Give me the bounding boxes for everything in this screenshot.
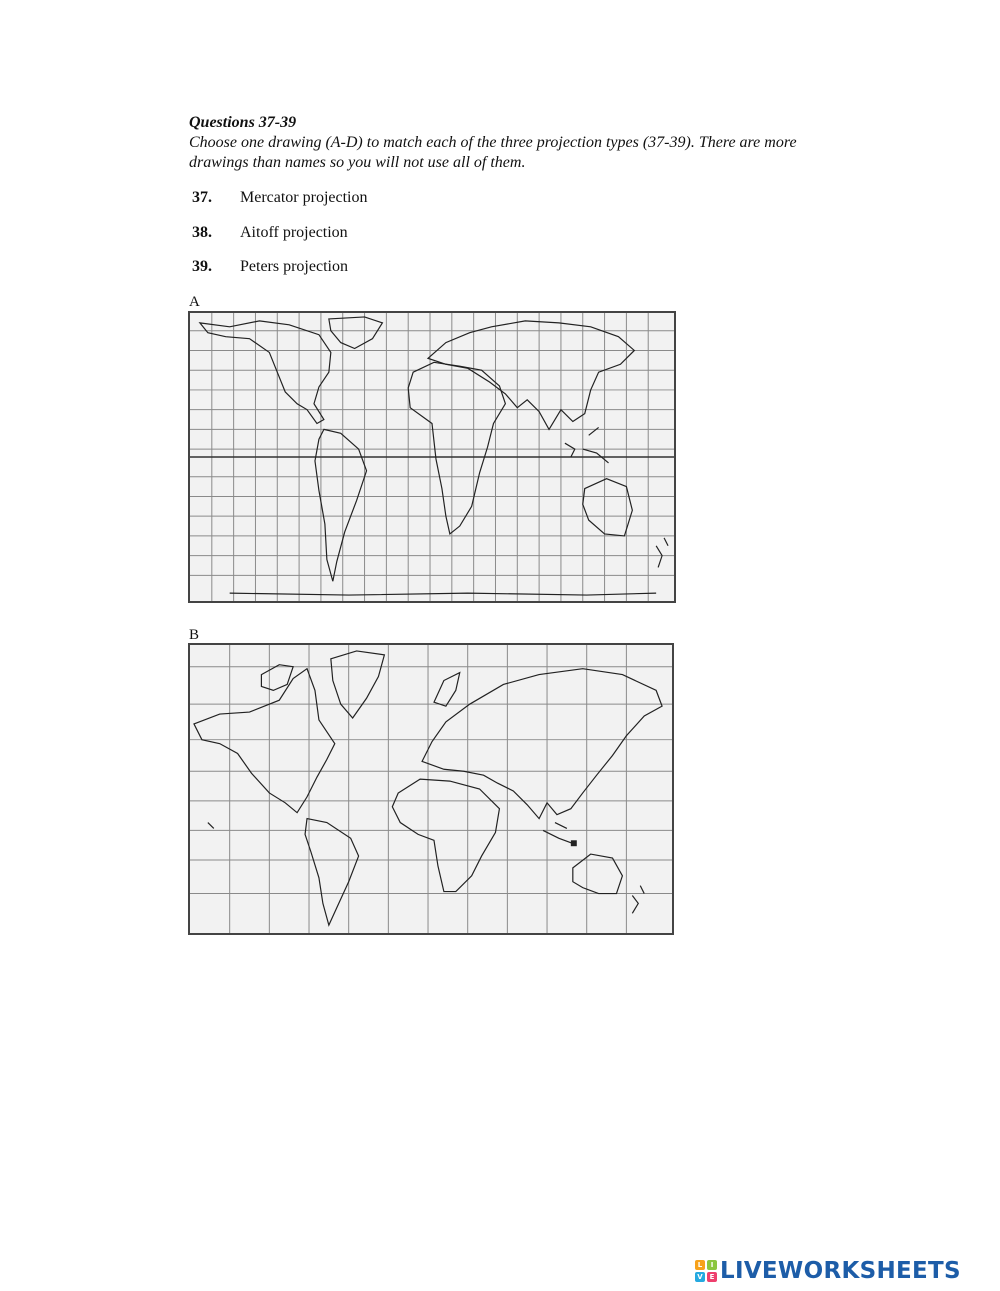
question-text: Peters projection [240,258,348,275]
instructions-text: Choose one drawing (A-D) to match each of the three projection types (37-39). There are more drawings than names so you will not use all of them. [189,134,797,171]
drawing-label-a: A [189,294,200,310]
question-number: 39. [192,258,212,275]
logo-letter-i: I [707,1260,717,1270]
drawing-label-b: B [189,627,200,643]
liveworksheets-logo-icon [695,1260,717,1282]
map-b-illustration [190,645,672,933]
question-number: 37. [192,189,212,206]
question-37 [192,188,368,208]
drawing-a-map [188,311,676,603]
question-number: 38. [192,224,212,241]
question-text: Aitoff projection [240,224,348,241]
brand-name: LIVEWORKSHEETS [720,1258,961,1284]
questions-heading: Questions 37-39 [189,114,297,131]
logo-letter-l: L [695,1260,705,1270]
logo-letter-e: E [707,1272,717,1282]
drawing-b-map [188,643,674,935]
map-a-illustration [190,313,674,601]
question-text: Mercator projection [240,189,368,206]
question-38 [192,223,348,243]
question-39 [192,257,348,277]
liveworksheets-logo [695,1254,961,1288]
logo-letter-v: V [695,1272,705,1282]
